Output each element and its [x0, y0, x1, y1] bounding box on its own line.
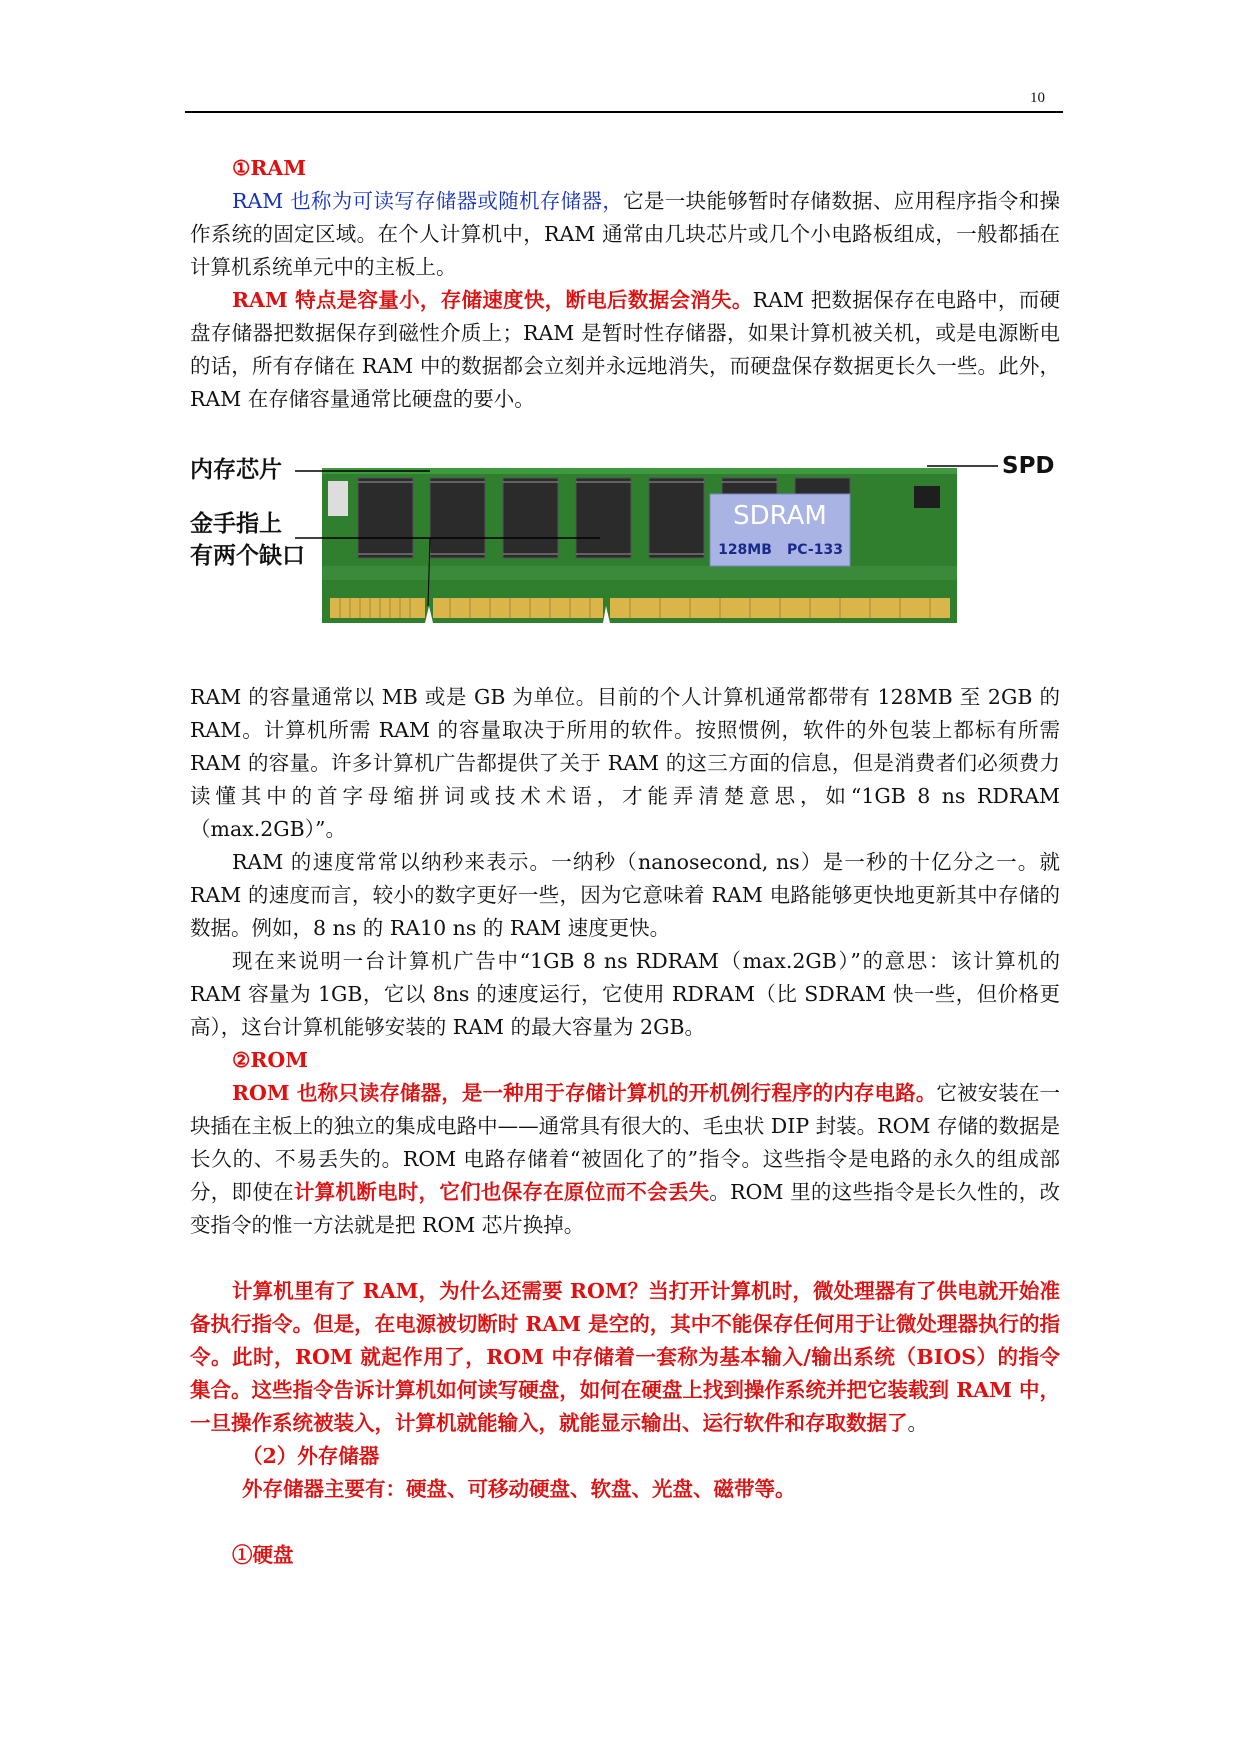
- rom-p2-end: 。: [907, 1411, 928, 1435]
- paragraph-gap: [190, 1242, 1060, 1275]
- rom-definition: ROM 也称只读存储器，是一种用于存储计算机的开机例行程序的内存电路。: [232, 1081, 937, 1105]
- page-content: [190, 152, 1060, 1572]
- ram-paragraph-5: 现在来说明一台计算机广告中“1GB 8 ns RDRAM（max.2GB）”的意思：该计算机的 RAM 容量为 1GB，它以 8ns 的速度运行，它使用 RDRAM（比 SDRAM 快一些，但价格更高），这台计算机能够安装的 RAM 的最大容量为 2GB。: [190, 949, 1060, 1039]
- ram-p2-rest: RAM 把数据保存在电路中，而硬盘存储器把数据保存到磁性介质上；RAM 是暂时性存储器，如果计算机被关机，或是电源断电的话，所有存储在 RAM 中的数据都会立刻并永远地消失，而硬盘保存数据更长久一些。此外，RAM 在存储容量通常比硬盘的要小。: [190, 288, 1060, 411]
- ram-definition: RAM 也称为可读写存储器或随机存储器，: [232, 189, 624, 213]
- gold-fingers-middle: [433, 598, 603, 618]
- chip: [649, 478, 704, 558]
- ram-paragraph-3: RAM 的容量通常以 MB 或是 GB 为单位。目前的个人计算机通常都带有 128MB 至 2GB 的 RAM。计算机所需 RAM 的容量取决于所用的软件。按照惯例，软件的外包装上都标有所需 RAM 的容量。许多计算机广告都提供了关于 RAM 的这三方面的信息，但是消费者们必须费力读懂其中的首字母缩拼词或技术术语，才能弄清楚意思，如“1GB 8 ns RDRAM（max.2GB）”。: [190, 685, 1060, 841]
- label-gold-finger-line2: 有两个缺口: [190, 543, 305, 569]
- rom-persistence: 计算机断电时，它们也保存在原位而不会丢失: [293, 1180, 710, 1204]
- ram-paragraph-4: RAM 的速度常常以纳秒来表示。一纳秒（nanosecond, ns）是一秒的十亿分之一。就 RAM 的速度而言，较小的数字更好一些，因为它意味着 RAM 电路能够更快地更新其中存储的数据。例如，8 ns 的 RA10 ns 的 RAM 速度更快。: [190, 850, 1060, 940]
- label-gold-finger-line1: 金手指上: [190, 511, 282, 537]
- ram-paragraph-1: [190, 185, 1060, 284]
- ram-p1-rest: 它是一块能够暂时存储数据、应用程序指令和操作系统的固定区域。在个人计算机中，RAM 通常由几块芯片或几个小电路板组成，一般都插在计算机系统单元中的主板上。: [190, 189, 1061, 279]
- ram-paragraph-2: [190, 284, 1060, 416]
- ram-features: RAM 特点是容量小，存储速度快，断电后数据会消失。: [232, 288, 753, 312]
- label-spd: SPD: [1002, 453, 1055, 479]
- sticker-title: SDRAM: [733, 501, 827, 531]
- page-number: 10: [1030, 90, 1045, 106]
- sticker-speed: PC-133: [787, 542, 843, 558]
- rom-paragraph-1: [190, 1077, 1060, 1242]
- rom-paragraph-2: [190, 1275, 1060, 1440]
- external-storage-heading: （2）外存储器: [242, 1444, 380, 1468]
- chip: [358, 478, 413, 558]
- chip: [503, 478, 558, 558]
- sdram-figure: [190, 416, 1060, 681]
- pcb-bottom-strip: [322, 566, 957, 580]
- paragraph-gap-2: [190, 1506, 1060, 1539]
- gold-fingers-left: [330, 598, 425, 618]
- rom-p1-mid: 它被安装在一块插在主板上的独立的集成电路中——通常具有很大的、毛虫状 DIP 封装。ROM 存储的数据是长久的、不易丢失的。ROM 电路存储着“被固化了的”指令。这些指令是电路的永久的组成部分，即使在: [190, 1081, 1060, 1204]
- label-memory-chip: 内存芯片: [190, 457, 282, 483]
- sdram-module-image: [190, 416, 1060, 681]
- rom-p1-end: 。ROM 里的这些指令是长久性的，改变指令的惟一方法就是把 ROM 芯片换掉。: [190, 1180, 1061, 1237]
- chip: [576, 478, 631, 558]
- spd-chip: [914, 486, 940, 508]
- header-rule: [185, 111, 1063, 113]
- ram-heading: ①RAM: [232, 156, 307, 180]
- hard-disk-heading: ①硬盘: [232, 1543, 294, 1567]
- sticker-capacity: 128MB: [718, 542, 772, 558]
- chip: [430, 478, 485, 558]
- rom-heading: ②ROM: [232, 1048, 308, 1072]
- label-pad: [328, 481, 348, 516]
- external-storage-list: 外存储器主要有：硬盘、可移动硬盘、软盘、光盘、磁带等。: [242, 1477, 796, 1501]
- rom-bios-explanation: 计算机里有了 RAM，为什么还需要 ROM？当打开计算机时，微处理器有了供电就开始准备执行指令。但是，在电源被切断时 RAM 是空的，其中不能保存任何用于让微处理器执行的指令。此时，ROM 就起作用了，ROM 中存储着一套称为基本输入/输出系统（BIOS）的指令集合。这些指令告诉计算机如何读写硬盘，如何在硬盘上找到操作系统并把它装载到 RAM 中，一旦操作系统被装入，计算机就能输入，就能显示输出、运行软件和存取数据了: [190, 1279, 1060, 1435]
